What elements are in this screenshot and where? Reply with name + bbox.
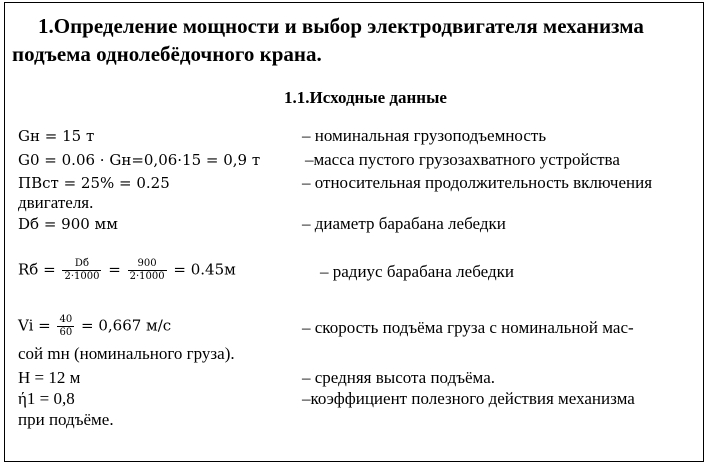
description-continuation: при подъёме. [18, 410, 114, 429]
subsection-title: 1.1.Исходные данные [284, 88, 447, 107]
formula: ή1 = 0,8 [18, 389, 75, 408]
description: – радиус барабана лебедки [320, 262, 514, 281]
description: – номинальная грузоподъемность [302, 126, 547, 145]
formula-rhs: = 0.45м [173, 260, 236, 279]
formula: ПВст = 25% = 0.25 [18, 174, 170, 192]
formula: H = 12 м [18, 368, 81, 387]
fraction [128, 258, 167, 283]
fraction-numerator: Dб [62, 258, 101, 271]
formula: G0 = 0.06 · Gн=0,06·15 = 0,9 т [18, 151, 261, 169]
formula [18, 258, 236, 283]
description: – относительная продолжительность включения [302, 173, 653, 192]
formula-rhs: = 0,667 м/с [81, 316, 172, 335]
fraction-numerator: 900 [128, 258, 167, 271]
fraction [57, 314, 74, 339]
description: –коэффициент полезного действия механизма [302, 389, 635, 408]
description: – скорость подъёма груза с номинальной мас- [302, 318, 634, 337]
section-title: 1.Определение мощности и выбор электродвигателя механизма подъема однолебёдочного крана. [12, 14, 644, 66]
param-row-drum-radius [0, 252, 711, 292]
description: –масса пустого грузозахватного устройства [305, 150, 620, 169]
fraction-denominator: 2·1000 [64, 271, 100, 282]
formula-lhs: Vi = [18, 316, 51, 335]
fraction-denominator: 2·1000 [129, 271, 165, 282]
fraction-denominator: 60 [59, 327, 73, 338]
equals-sign: = [108, 260, 121, 279]
description: – диаметр барабана лебедки [302, 214, 506, 233]
param-row-lift-speed [0, 312, 711, 348]
formula: Dб = 900 мм [18, 215, 118, 233]
formula: Gн = 15 т [18, 127, 95, 145]
fraction [62, 258, 101, 283]
fraction-numerator: 40 [59, 314, 73, 325]
description-continuation: сой mн (номинального груза). [18, 344, 235, 363]
formula [18, 314, 171, 339]
formula-lhs: Rб = [18, 260, 56, 279]
description-continuation: двигателя. [18, 193, 94, 212]
description: – средняя высота подъёма. [302, 368, 495, 387]
